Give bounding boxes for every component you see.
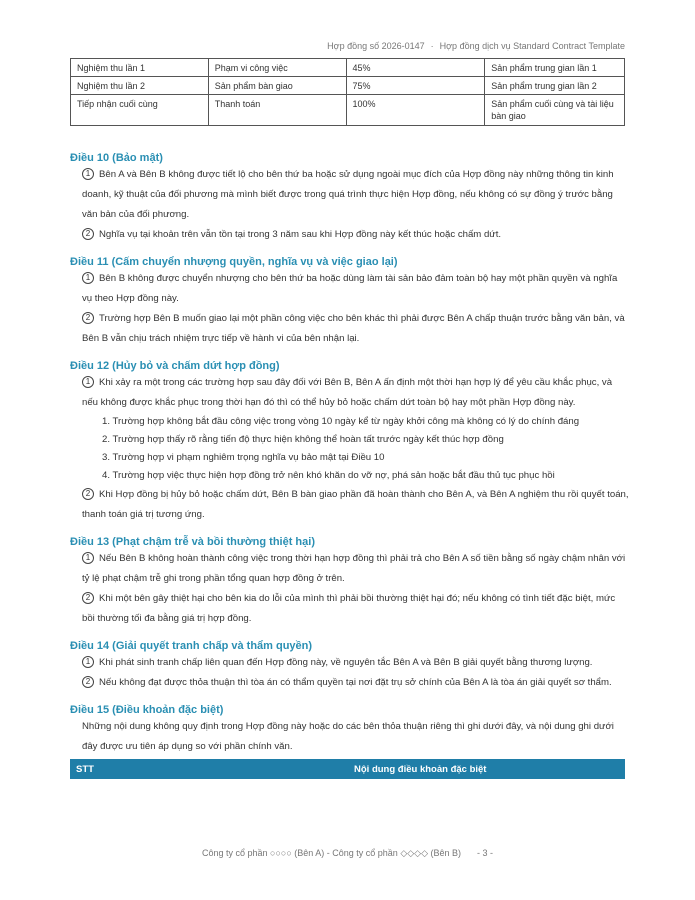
table-cell: 75% [346, 77, 485, 95]
table-cell: Tiếp nhận cuối cùng [71, 95, 209, 126]
table-cell: Sản phẩm trung gian lần 1 [485, 59, 625, 77]
clause-number-badge: 1 [82, 552, 94, 564]
clause-text: Khi phát sinh tranh chấp liên quan đến Hợp đồng này, về nguyên tắc Bên A và Bên B giải quyết bằng thương lượng. [99, 657, 593, 668]
article-10-clause-2 [70, 225, 630, 245]
list-item: 1. Trường hợp không bắt đầu công việc trong vòng 10 ngày kể từ ngày khởi công mà không có lý do chính đáng [102, 416, 580, 427]
article-12-title: Điều 12 (Hủy bỏ và chấm dứt hợp đồng) [70, 360, 280, 372]
clause-text: Nếu không đạt được thỏa thuận thì tòa án có thẩm quyền tại nơi đặt trụ sở chính của Bên A là tòa án giải quyết sơ thẩm. [99, 677, 612, 688]
table-cell: Nghiệm thu lần 1 [71, 59, 209, 77]
termination-cases-list [70, 413, 630, 485]
page-footer [0, 848, 695, 859]
list-item: 3. Trường hợp vi phạm nghiêm trọng nghĩa vụ bảo mật tại Điều 10 [102, 452, 385, 463]
clause-number-badge: 2 [82, 228, 94, 240]
clause-number-badge: 1 [82, 168, 94, 180]
contract-body [70, 151, 630, 779]
article-13-title: Điều 13 (Phạt chậm trễ và bồi thường thiệt hại) [70, 536, 315, 548]
article-14-clause-1 [70, 653, 630, 673]
article-10-title: Điều 10 (Bảo mật) [70, 152, 163, 164]
page-header [327, 41, 625, 51]
column-header-stt: STT [70, 759, 348, 779]
table-cell: Nghiệm thu lần 2 [71, 77, 209, 95]
clause-text: Bên B không được chuyển nhượng cho bên thứ ba hoặc dùng làm tài sản bảo đảm toàn bộ hay một phần quyền và nghĩa vụ theo Hợp đồng này. [82, 273, 618, 304]
contract-type: Hợp đồng dịch vụ Standard Contract Template [439, 41, 625, 51]
article-11-title: Điều 11 (Cấm chuyển nhượng quyền, nghĩa vụ và việc giao lại) [70, 256, 398, 268]
table-cell: Phạm vi công việc [208, 59, 346, 77]
article-15-text: Những nội dung không quy định trong Hợp đồng này hoặc do các bên thỏa thuận riêng thì ghi dưới đây, và nội dung ghi dưới đây được ưu tiên áp dụng so với phần chính văn. [82, 721, 614, 752]
clause-number-badge: 2 [82, 592, 94, 604]
clause-text: Nghĩa vụ tại khoản trên vẫn tồn tại trong 3 năm sau khi Hợp đồng này kết thúc hoặc chấm dứt. [99, 229, 502, 240]
article-14-clause-2 [70, 673, 630, 693]
clause-text: Nếu Bên B không hoàn thành công việc trong thời hạn hợp đồng thì phải trả cho Bên A số tiền bằng số ngày chậm nhân với tỷ lệ phạt chậm trễ ghi trong phần tổng quan hợp đồng ở trên. [82, 553, 626, 584]
article-12-clause-1 [70, 373, 630, 413]
acceptance-table [70, 58, 625, 126]
page-number: - 3 - [477, 848, 494, 858]
article-15-title: Điều 15 (Điều khoản đặc biệt) [70, 704, 224, 716]
article-12-clause-2 [70, 485, 630, 525]
table-cell: 45% [346, 59, 485, 77]
article-14-title: Điều 14 (Giải quyết tranh chấp và thẩm quyền) [70, 640, 313, 652]
article-13-clause-2 [70, 589, 630, 629]
clause-number-badge: 1 [82, 656, 94, 668]
table-cell: Sản phẩm bàn giao [208, 77, 346, 95]
clause-number-badge: 2 [82, 488, 94, 500]
column-header-content: Nội dung điều khoản đặc biệt [348, 759, 625, 779]
table-header-row [70, 759, 625, 779]
clause-text: Khi xảy ra một trong các trường hợp sau đây đối với Bên B, Bên A ấn định một thời hạn hợp lý để yêu cầu khắc phục, và nếu không được khắc phục trong thời hạn đó thì có thể hủy bỏ hoặc chấm dứt toàn bộ hay một phần Hợp đồng này. [82, 377, 613, 408]
contract-number: Hợp đồng số 2026-0147 [327, 41, 425, 51]
article-11-clause-2 [70, 309, 630, 349]
clause-number-badge: 2 [82, 676, 94, 688]
table-row [71, 77, 625, 95]
clause-text: Trường hợp Bên B muốn giao lại một phần công việc cho bên khác thì phải được Bên A chấp thuận trước bằng văn bản, và Bên B vẫn chịu trách nhiệm trực tiếp về hành vi của bên nhận lại. [82, 313, 625, 344]
clause-text: Khi một bên gây thiệt hại cho bên kia do lỗi của mình thì phải bồi thường thiệt hại đó; nếu không có tình tiết đặc biệt, mức bồi thường tối đa bằng giá trị hợp đồng. [82, 593, 616, 624]
table-cell: Thanh toán [208, 95, 346, 126]
table-row [71, 59, 625, 77]
clause-number-badge: 2 [82, 312, 94, 324]
list-item: 4. Trường hợp việc thực hiện hợp đồng trở nên khó khăn do vỡ nợ, phá sản hoặc bắt đầu thủ tục phục hồi [102, 470, 555, 481]
list-item: 2. Trường hợp thấy rõ rằng tiến độ thực hiện không thể hoàn tất trước ngày kết thúc hợp đồng [102, 434, 504, 445]
article-13-clause-1 [70, 549, 630, 589]
table-cell: Sản phẩm cuối cùng và tài liệu bàn giao [485, 95, 625, 126]
clause-text: Bên A và Bên B không được tiết lộ cho bên thứ ba hoặc sử dụng ngoài mục đích của Hợp đồng này những thông tin kinh doanh, kỹ thuật của đối phương mà mình biết được trong quá trình thực hiện Hợp đồng, nếu không có sự đồng ý trước bằng văn bản của đối phương. [82, 169, 614, 220]
special-terms-table [70, 759, 625, 779]
clause-number-badge: 1 [82, 376, 94, 388]
article-11-clause-1 [70, 269, 630, 309]
clause-number-badge: 1 [82, 272, 94, 284]
footer-parties: Công ty cổ phần ○○○○ (Bên A) - Công ty cổ phần ◇◇◇◇ (Bên B) [201, 848, 462, 858]
table-cell: Sản phẩm trung gian lần 2 [485, 77, 625, 95]
article-10-clause-1 [70, 165, 630, 225]
header-separator: · [430, 41, 434, 51]
table-cell: 100% [346, 95, 485, 126]
table-row [71, 95, 625, 126]
clause-text: Khi Hợp đồng bị hủy bỏ hoặc chấm dứt, Bên B bàn giao phần đã hoàn thành cho Bên A, và Bên A nghiệm thu rồi quyết toán, thanh toán giá trị tương ứng. [82, 489, 629, 520]
